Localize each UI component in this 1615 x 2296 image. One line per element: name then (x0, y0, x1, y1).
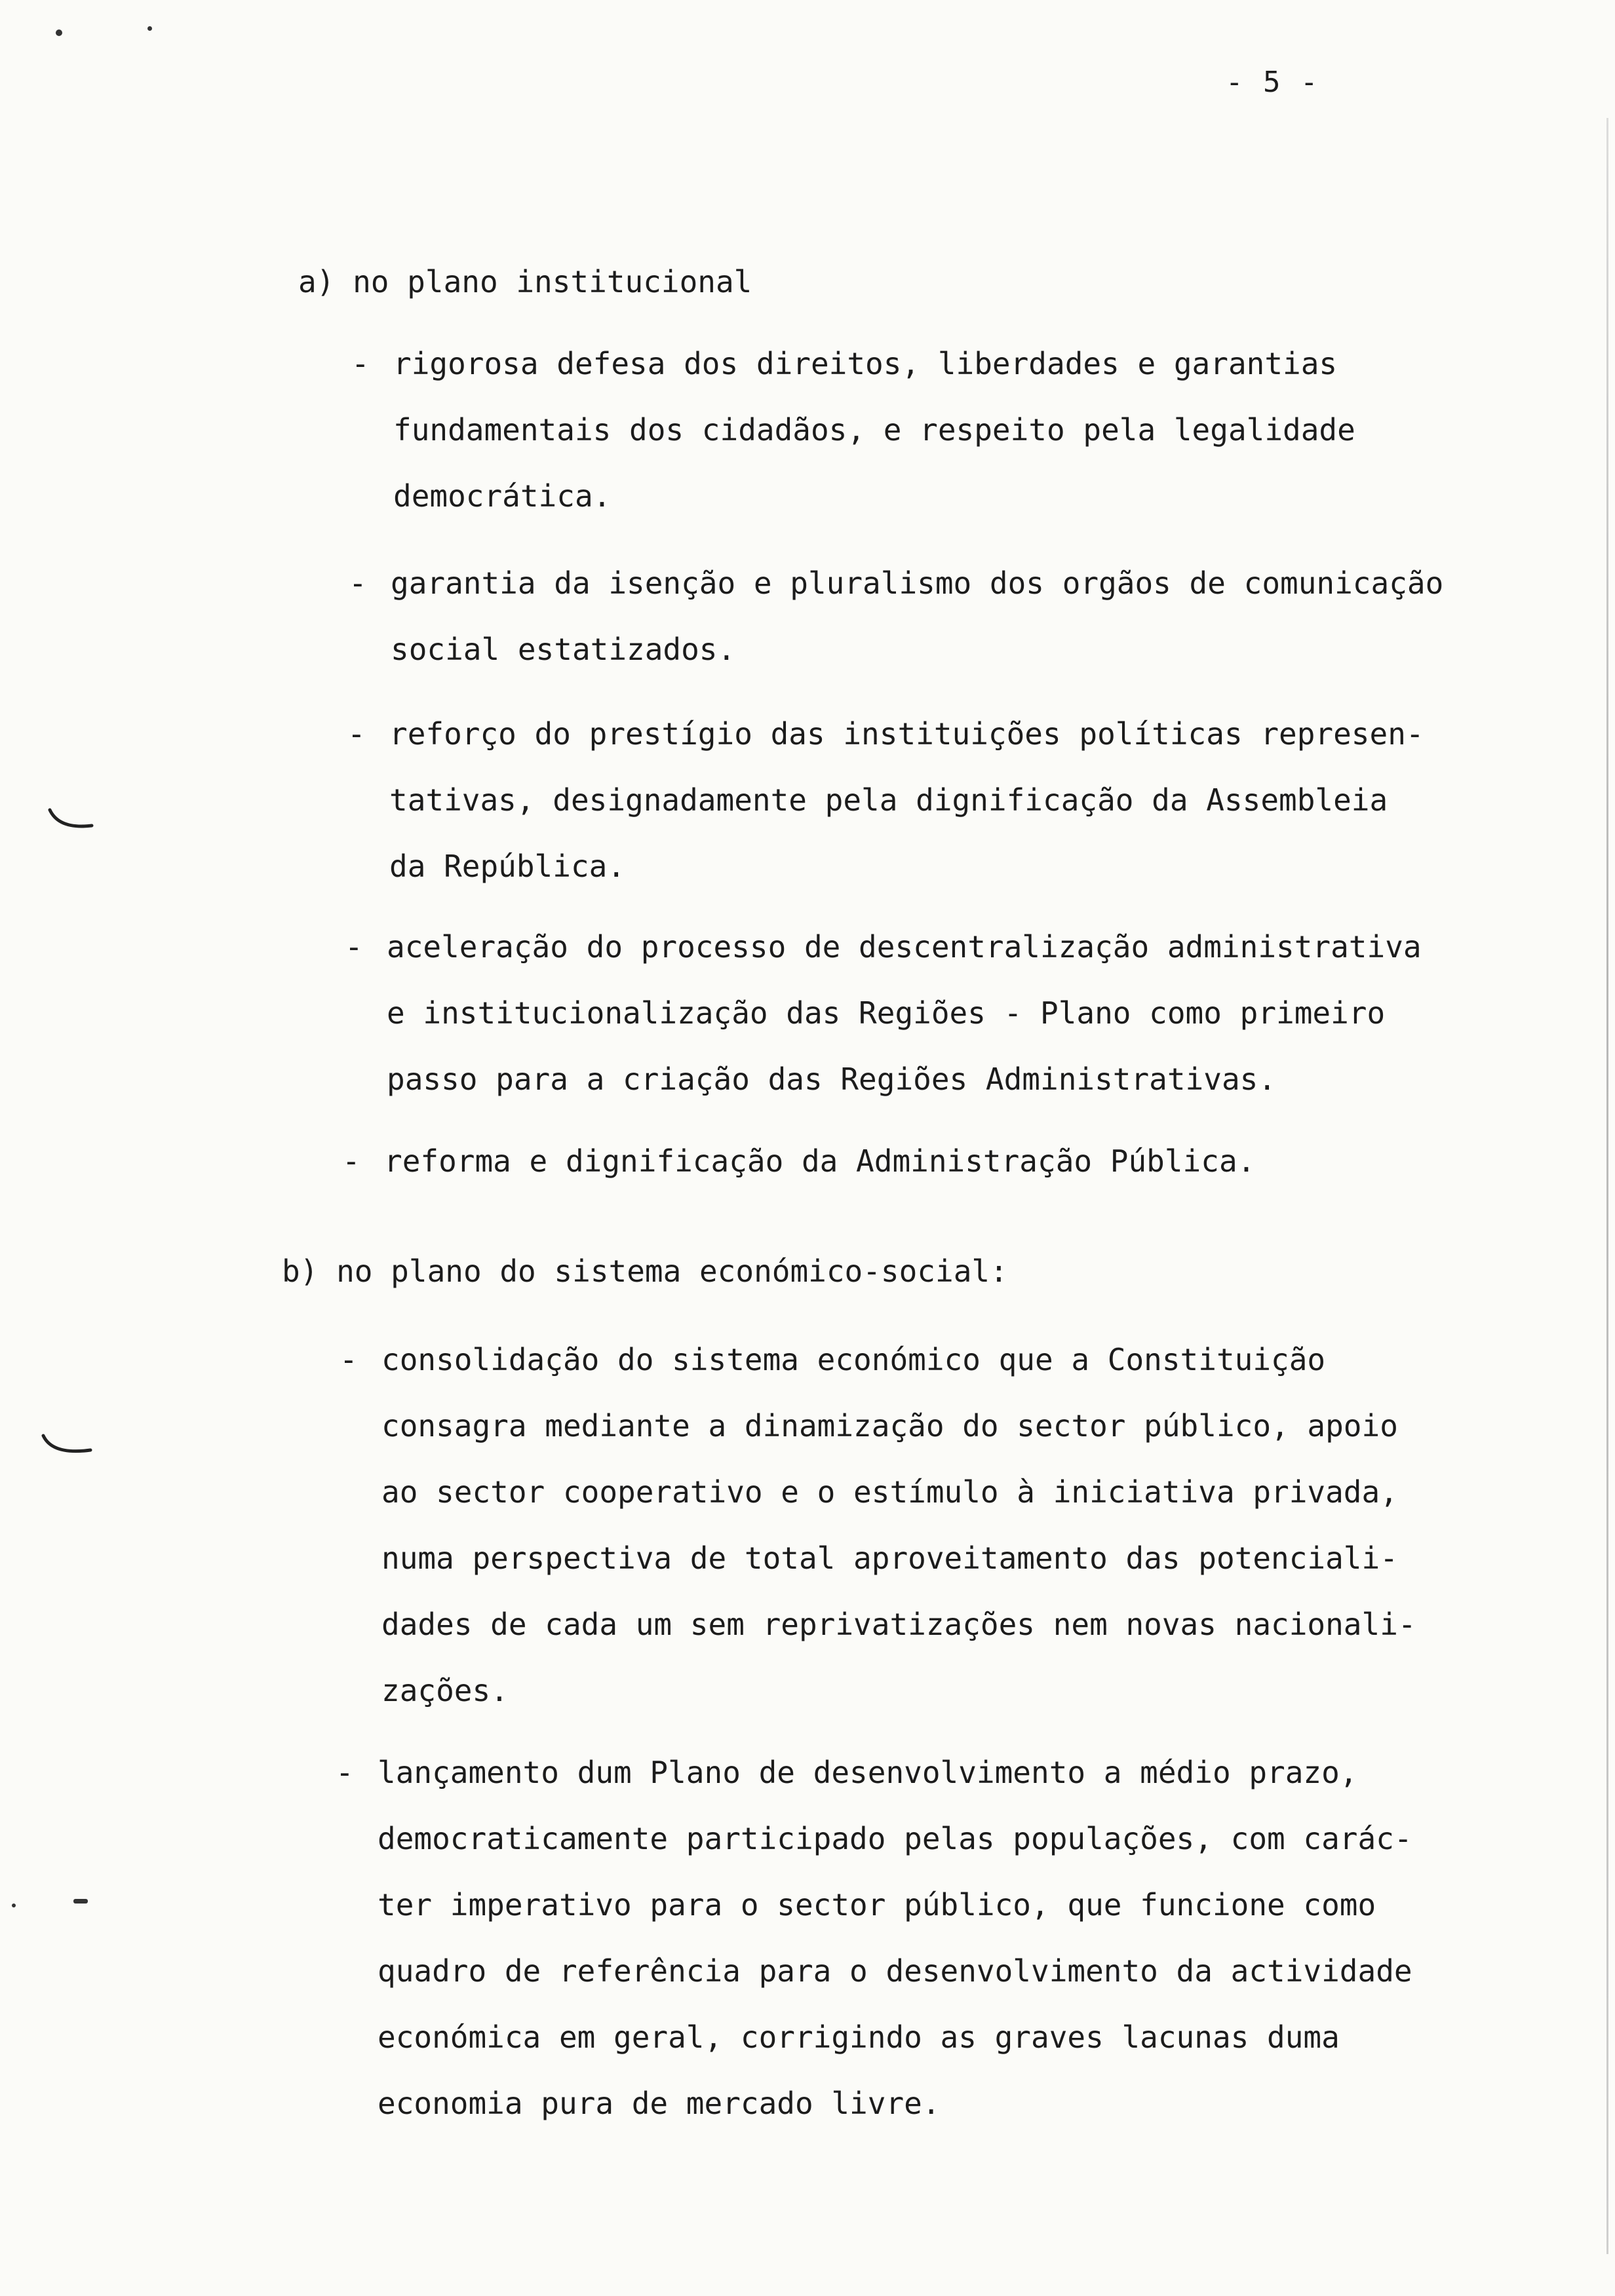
item-text: aceleração do processo de descentralização administrativa e institucionalização das Regiões - Plano como primeiro passo para a criação das Regiões Administrativas. (387, 929, 1422, 1097)
page-number: - 5 - (1226, 66, 1319, 99)
bullet-dash: - (336, 1755, 354, 1790)
section-b-item-2 (336, 1740, 1570, 2137)
section-a-item-2 (349, 550, 1584, 683)
section-b-item-1 (340, 1327, 1574, 1724)
section-a-item-4 (345, 914, 1580, 1113)
hole-punch-mark-icon (39, 1432, 98, 1464)
bullet-dash: - (340, 1342, 358, 1377)
scan-speck (12, 1904, 16, 1907)
scan-speck (56, 29, 62, 36)
section-a-item-1 (351, 331, 1586, 529)
bullet-dash: - (345, 929, 363, 965)
scan-speck (147, 26, 152, 31)
scan-edge-line (1606, 118, 1608, 2254)
scan-speck (73, 1899, 88, 1904)
section-a-title: no plano institucional (353, 264, 752, 299)
item-text: lançamento dum Plano de desenvolvimento a médio prazo, democraticamente participado pelas populações, com carác- ter imperativo para o sector público, que funcione como quadro de referência para o desenvolvimento da actividade económica em geral, corrigindo as graves lacunas duma economia pura de mercado livre. (378, 1755, 1412, 2121)
section-b-label: b) (282, 1253, 319, 1289)
item-text: consolidação do sistema económico que a Constituição consagra mediante a dinamização do sector público, apoio ao sector cooperativo e o estímulo à iniciativa privada, numa perspectiva de total aproveitamento das potenciali- dades de cada um sem reprivatizações nem novas nacionali- zações. (381, 1342, 1416, 1708)
section-a-item-3 (347, 701, 1582, 900)
bullet-dash: - (349, 565, 367, 601)
section-b-heading (282, 1252, 1008, 1291)
section-a-heading (298, 262, 752, 301)
section-b-title: no plano do sistema económico-social: (336, 1253, 1008, 1289)
section-a-item-5 (342, 1128, 1577, 1195)
item-text: garantia da isenção e pluralismo dos orgãos de comunicação social estatizados. (391, 565, 1444, 667)
item-text: reforma e dignificação da Administração Pública. (384, 1143, 1256, 1179)
bullet-dash: - (342, 1143, 360, 1179)
section-a-label: a) (298, 264, 335, 299)
hole-punch-mark-icon (46, 806, 98, 839)
bullet-dash: - (351, 346, 370, 381)
bullet-dash: - (347, 716, 366, 752)
item-text: reforço do prestígio das instituições políticas represen- tativas, designadamente pela dignificação da Assembleia da República. (389, 716, 1424, 884)
item-text: rigorosa defesa dos direitos, liberdades e garantias fundamentais dos cidadãos, e respeito pela legalidade democrática. (393, 346, 1355, 514)
